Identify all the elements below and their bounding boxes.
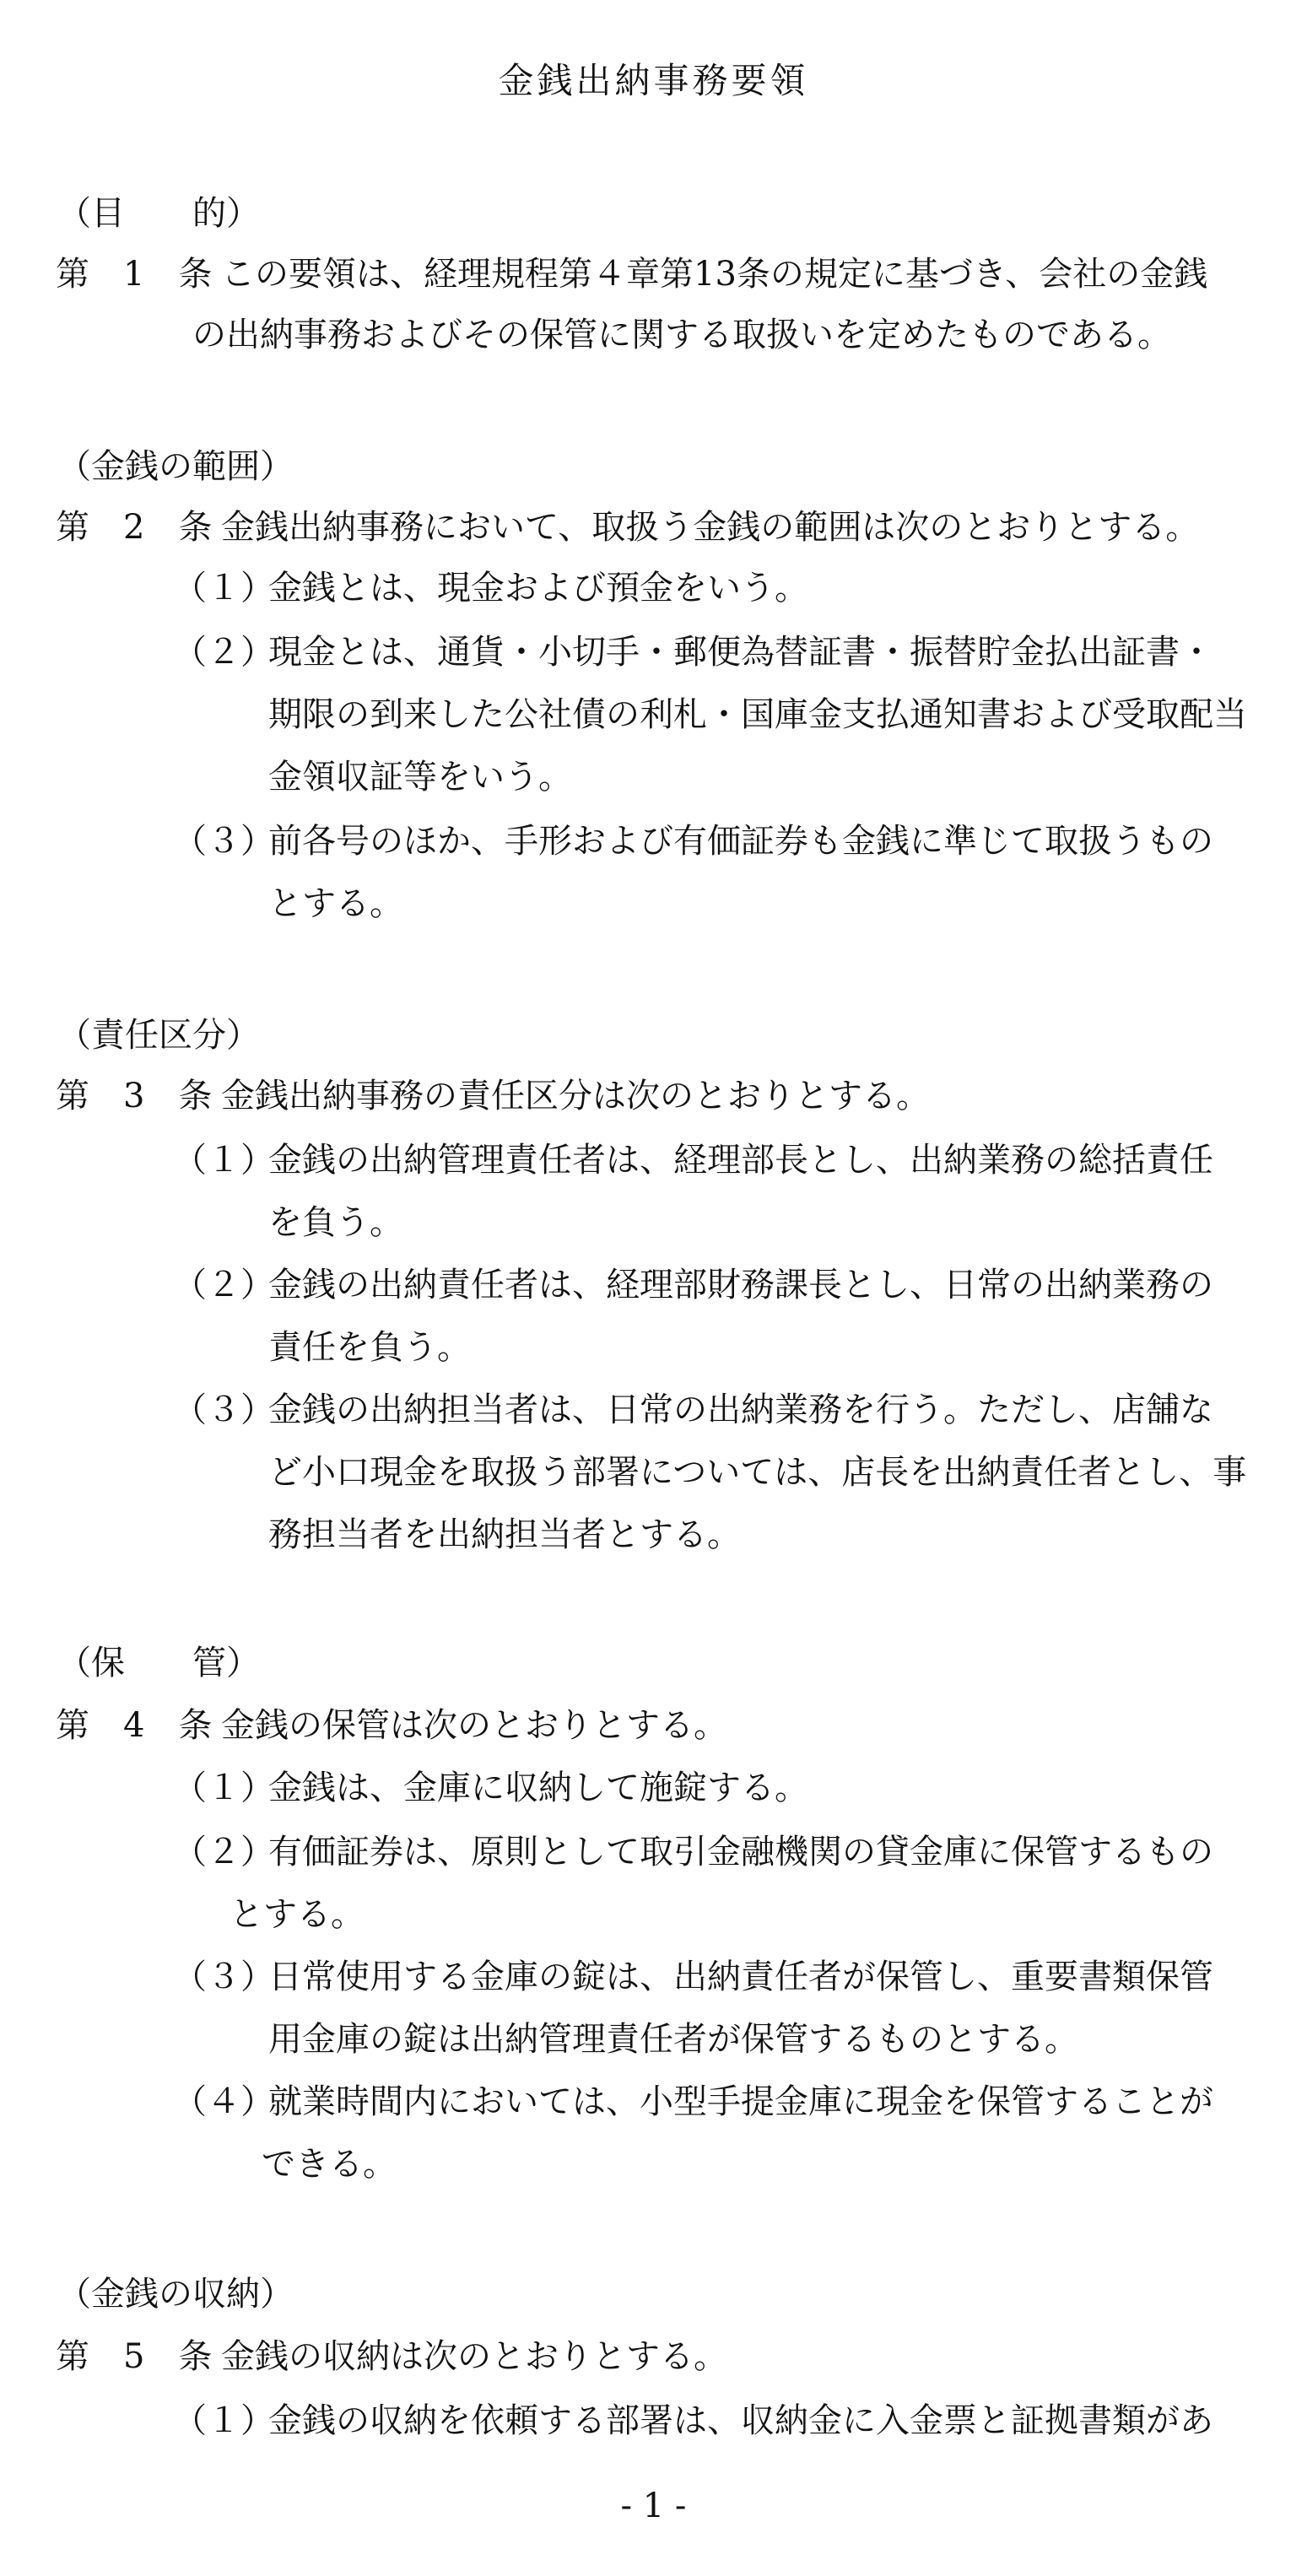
item-line: 前各号のほか、手形および有価証券も金銭に準じて取扱うもの — [268, 822, 1213, 861]
item-number: （４） — [173, 2082, 274, 2121]
item-number: （２） — [173, 1266, 274, 1304]
item-number: （３） — [173, 1958, 274, 1996]
article-2-line-1: 金銭出納事務において、取扱う金銭の範囲は次のとおりとする。 — [221, 508, 1200, 547]
item-line: 金銭とは、現金および預金をいう。 — [268, 569, 808, 608]
item-line: 金銭は、金庫に収納して施錠する。 — [268, 1769, 808, 1807]
item-line: 期限の到来した公社債の利札・国庫金支払通知書および受取配当 — [268, 695, 1247, 734]
item-number: （１） — [173, 1141, 274, 1180]
section-heading-money-receipt: （金銭の収納） — [57, 2275, 294, 2314]
section-heading-responsibility: （責任区分） — [57, 1016, 260, 1055]
item-line: できる。 — [262, 2145, 397, 2184]
item-number: （１） — [173, 2401, 274, 2440]
item-line: 日常使用する金庫の錠は、出納責任者が保管し、重要書類保管 — [268, 1958, 1213, 1996]
item-line: 金銭の出納管理責任者は、経理部長とし、出納業務の総括責任 — [268, 1141, 1213, 1180]
item-line: 現金とは、通貨・小切手・郵便為替証書・振替貯金払出証書・ — [268, 633, 1213, 672]
document-title: 金銭出納事務要領 — [498, 60, 809, 101]
article-number-4: 第 4 条 — [56, 1706, 213, 1745]
article-1-line-1: この要領は、経理規程第４章第13条の規定に基づき、会社の金銭 — [221, 255, 1208, 294]
item-line: を負う。 — [268, 1203, 403, 1242]
article-number-2: 第 2 条 — [56, 508, 213, 547]
item-line: 責任を負う。 — [268, 1328, 471, 1367]
article-3-line-1: 金銭出納事務の責任区分は次のとおりとする。 — [221, 1077, 930, 1115]
item-line: 金領収証等をいう。 — [268, 758, 572, 797]
item-line: とする。 — [268, 884, 403, 923]
section-heading-money-scope: （金銭の範囲） — [57, 447, 294, 486]
item-line: 務担当者を出納担当者とする。 — [268, 1515, 741, 1554]
article-1-line-2: の出納事務およびその保管に関する取扱いを定めたものである。 — [192, 316, 1171, 354]
item-line: ど小口現金を取扱う部署については、店長を出納責任者とし、事 — [268, 1453, 1247, 1492]
page-number: - 1 - — [620, 2487, 687, 2525]
item-number: （３） — [173, 1391, 274, 1429]
article-4-line-1: 金銭の保管は次のとおりとする。 — [221, 1706, 727, 1745]
item-number: （２） — [173, 1833, 274, 1871]
item-number: （１） — [173, 569, 274, 608]
item-line: 金銭の出納担当者は、日常の出納業務を行う。ただし、店舗な — [268, 1391, 1213, 1429]
section-heading-purpose: （目 的） — [57, 194, 260, 233]
item-line: 就業時間内においては、小型手提金庫に現金を保管することが — [268, 2082, 1213, 2121]
item-line: とする。 — [230, 1895, 365, 1934]
item-line: 金銭の出納責任者は、経理部財務課長とし、日常の出納業務の — [268, 1266, 1213, 1304]
item-number: （１） — [173, 1769, 274, 1807]
item-line: 有価証券は、原則として取引金融機関の貸金庫に保管するもの — [268, 1833, 1213, 1871]
item-number: （３） — [173, 822, 274, 861]
item-line: 用金庫の錠は出納管理責任者が保管するものとする。 — [268, 2020, 1078, 2059]
section-heading-custody: （保 管） — [57, 1644, 260, 1682]
item-line: 金銭の収納を依頼する部署は、収納金に入金票と証拠書類があ — [268, 2401, 1213, 2440]
article-number-5: 第 5 条 — [56, 2337, 213, 2376]
article-number-1: 第 1 条 — [56, 255, 213, 294]
article-5-line-1: 金銭の収納は次のとおりとする。 — [221, 2337, 727, 2376]
item-number: （２） — [173, 633, 274, 672]
article-number-3: 第 3 条 — [56, 1077, 213, 1115]
